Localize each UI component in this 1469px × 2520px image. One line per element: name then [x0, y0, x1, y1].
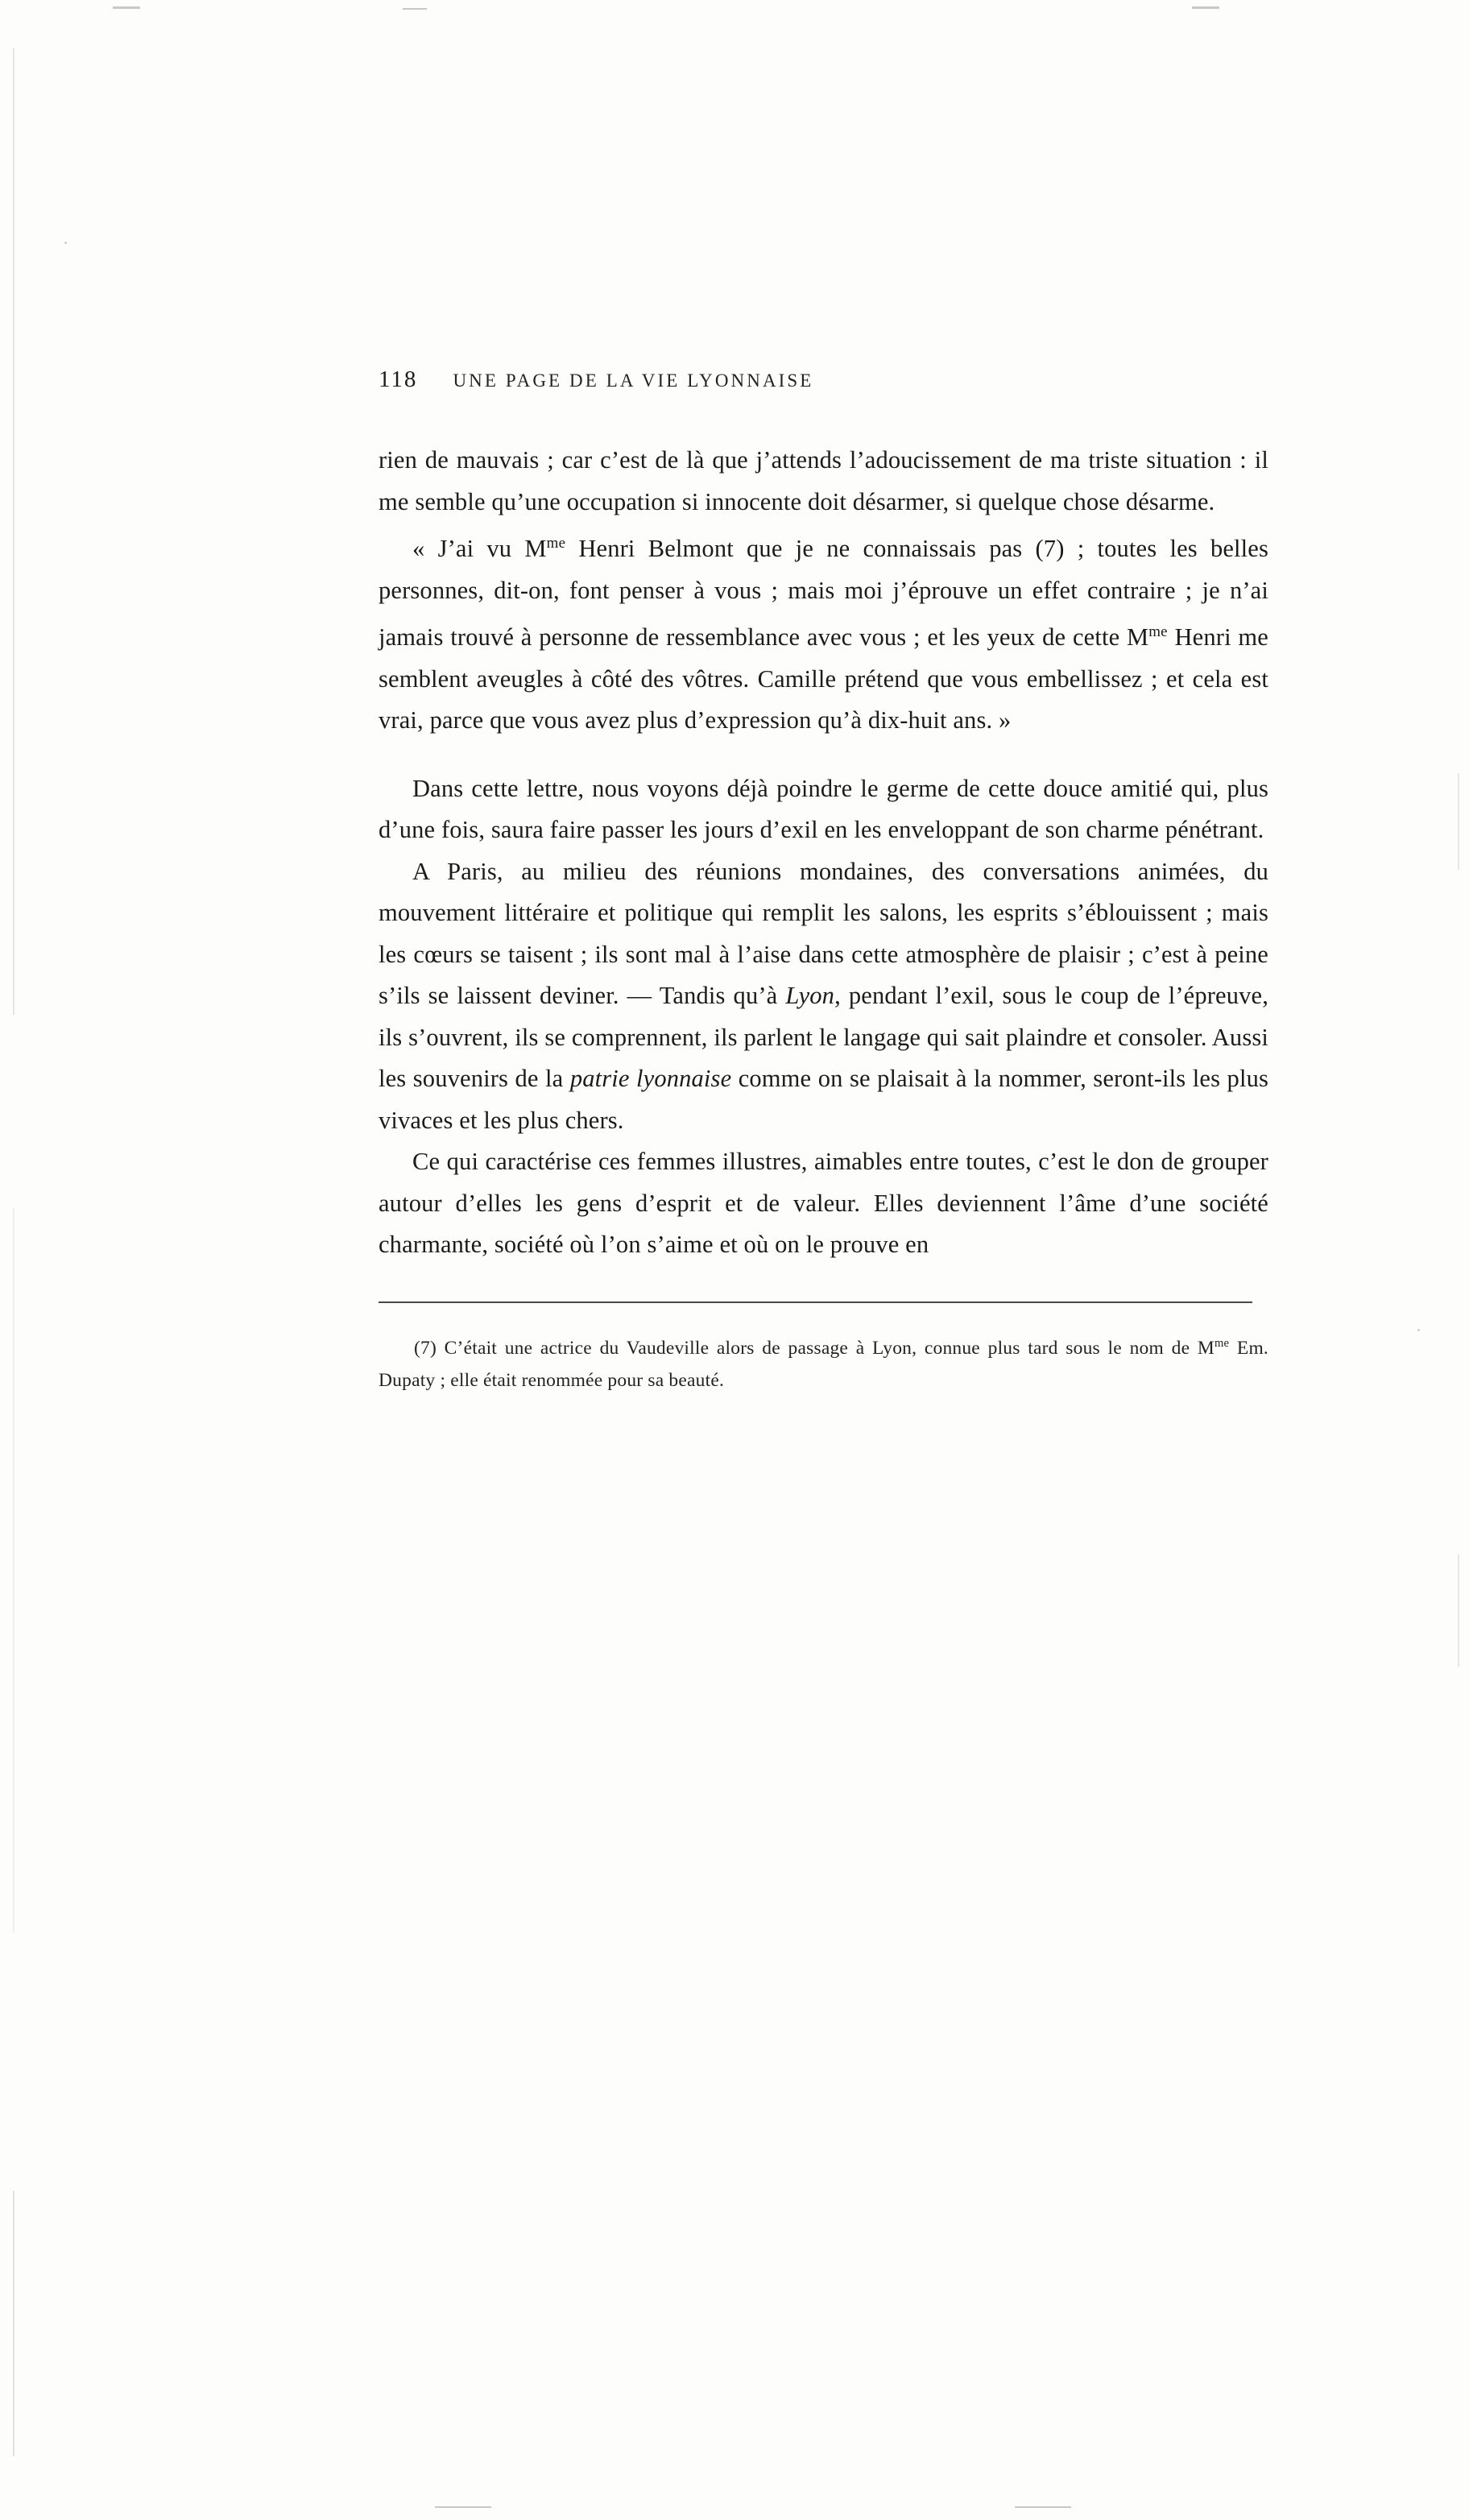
text-run: Ce qui caractérise ces femmes illustres, aimables entre toutes, c’est le don de grouper autour d’elles les gens d’esprit et de valeur. Elles deviennent l’âme d’une société charmante, société où l’on s’aime et où on le prouve en	[379, 1148, 1268, 1259]
page-folio: 118	[379, 366, 418, 392]
scan-artifact-line	[1458, 1554, 1459, 1667]
text-run: Em. Dupaty ; elle était renommée pour sa beauté.	[379, 1337, 1269, 1391]
italic-run: Lyon	[785, 982, 835, 1010]
footnote-rule	[379, 1301, 1252, 1303]
text-run: « J’ai vu M	[412, 535, 547, 563]
paragraph-4	[379, 851, 1268, 1142]
paragraph-1	[379, 440, 1268, 523]
text-run: Henri me semblent aveugles à côté des vôtres. Camille prétend que vous embellissez ; et cela est vrai, parce que vous avez plus d’expression qu’à dix-huit ans. »	[379, 623, 1268, 734]
text-run: A Paris, au milieu des réunions mondaines, des conversations animées, du mouvement littéraire et politique qui remplit les salons, les esprits s’éblouissent ; mais les cœurs se taisent ; ils sont mal à l’aise dans cette atmosphère de plaisir ; c’est à peine s’ils se laissent deviner. — Tandis qu’à	[379, 857, 1268, 1010]
scan-artifact-tick	[403, 8, 427, 10]
scan-artifact-line	[13, 2191, 14, 2456]
scan-artifact-dot	[1417, 1329, 1420, 1331]
paragraph-2	[379, 523, 1268, 742]
scan-artifact-dot	[64, 242, 67, 244]
scan-artifact-tick	[1192, 6, 1219, 9]
abbrev-superscript: me	[1148, 623, 1168, 641]
text-run: (7) C’était une actrice du Vaudeville alors de passage à Lyon, connue plus tard sous le nom de M	[414, 1337, 1215, 1359]
text-run: Dans cette lettre, nous voyons déjà poindre le germe de cette douce amitié qui, plus d’une fois, saura faire passer les jours d’exil en les enveloppant de son charme pénétrant.	[379, 774, 1268, 844]
text-column	[379, 366, 1268, 1397]
scan-artifact-tick	[113, 6, 140, 9]
scan-artifact-tick	[1015, 2506, 1071, 2508]
scan-artifact-line	[1458, 773, 1459, 870]
abbrev-superscript: me	[546, 535, 566, 552]
running-head-title: UNE PAGE DE LA VIE LYONNAISE	[453, 370, 814, 391]
footnote-7	[379, 1327, 1268, 1397]
text-run: comme on se plaisait à la nommer, seront-ils les plus vivaces et les plus chers.	[379, 1065, 1268, 1134]
italic-run: patrie lyonnaise	[569, 1065, 732, 1093]
running-head	[379, 366, 1268, 393]
text-run: Henri Belmont que je ne connaissais pas (7) ; toutes les belles personnes, dit-on, font penser à vous ; mais moi j’éprouve un effet contraire ; je n’ai jamais trouvé à personne de ressemblance avec vous ; et les yeux de cette M	[379, 535, 1269, 652]
body-text	[379, 440, 1268, 1266]
abbrev-superscript: me	[1215, 1336, 1230, 1350]
paragraph-spacer	[379, 742, 1268, 768]
paragraph-5	[379, 1141, 1268, 1266]
scan-artifact-tick	[435, 2506, 491, 2508]
text-run: , pendant l’exil, sous le coup de l’épreuve, ils s’ouvrent, ils se comprennent, ils parlent le langage qui sait plaindre et consoler. Aussi les souvenirs de la	[379, 982, 1268, 1093]
scan-artifact-line	[13, 48, 14, 1015]
paragraph-3	[379, 768, 1268, 851]
text-run: rien de mauvais ; car c’est de là que j’attends l’adoucissement de ma triste situation : il me semble qu’une occupation si innocente doit désarmer, si quelque chose désarme.	[379, 446, 1268, 515]
scan-artifact-line	[13, 1208, 14, 1933]
